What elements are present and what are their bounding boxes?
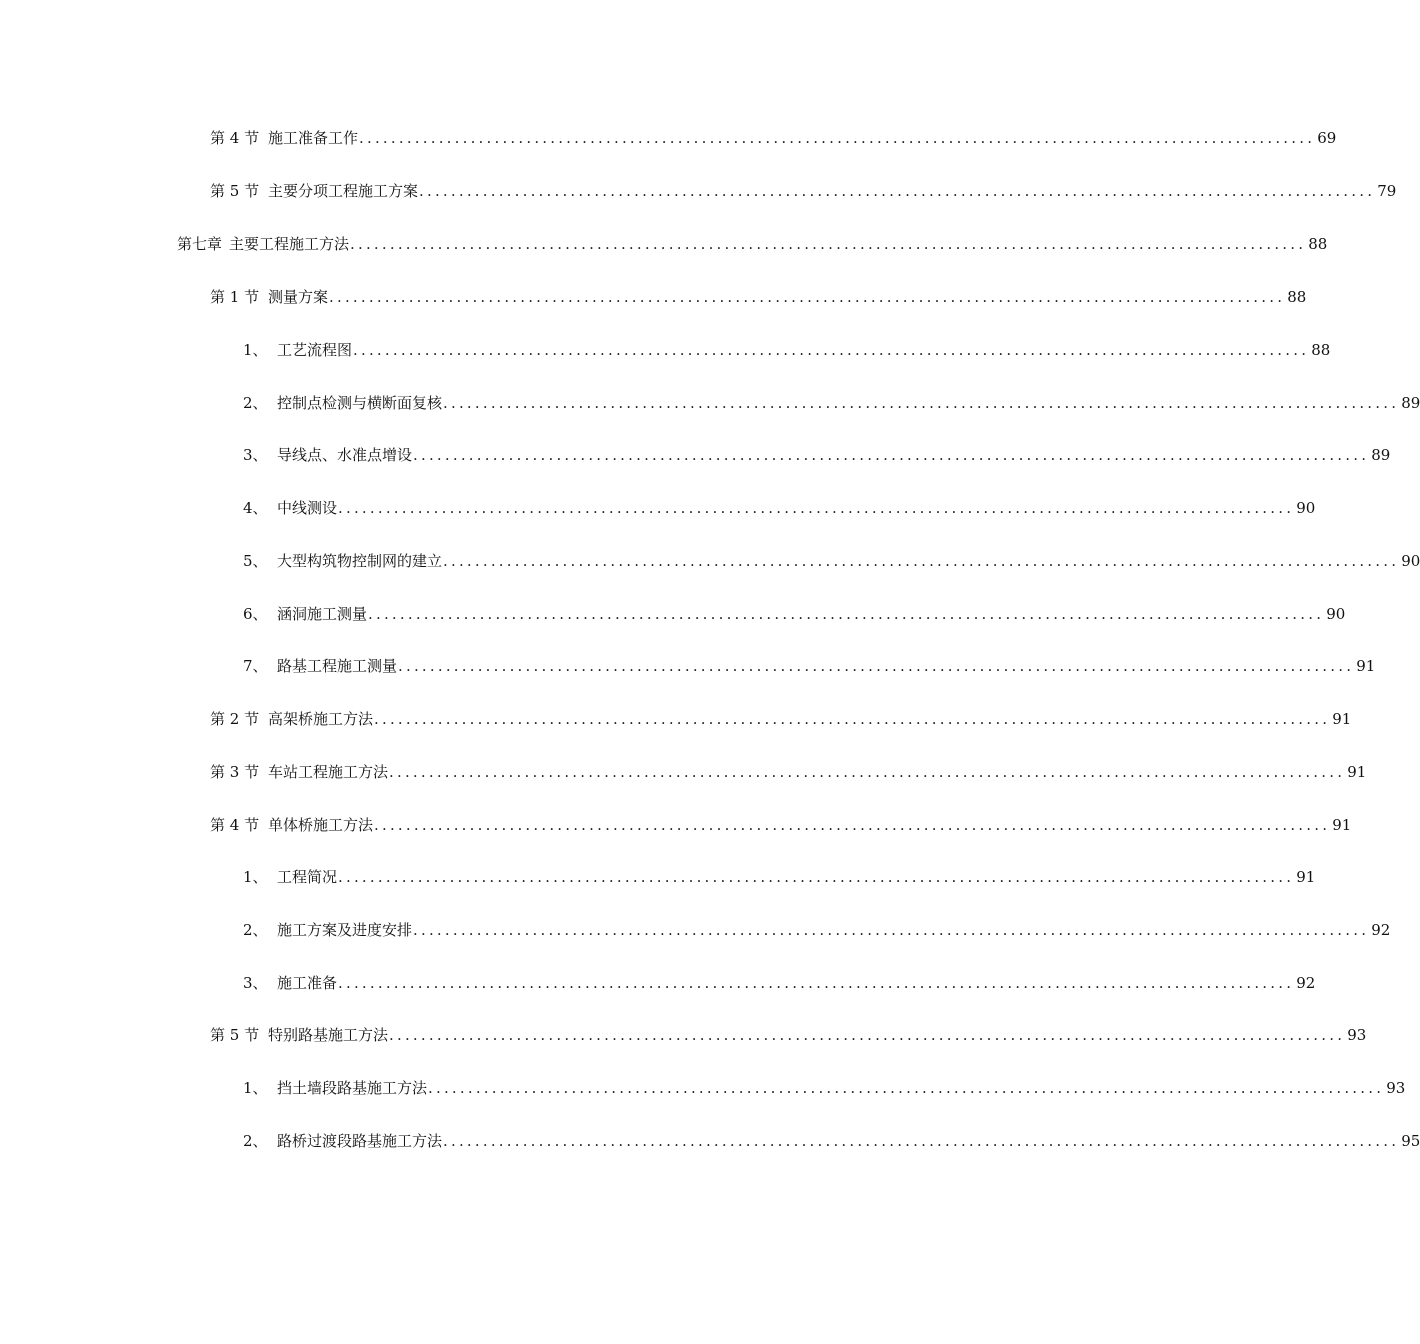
toc-title: 施工准备	[277, 974, 338, 992]
toc-entry[interactable]	[177, 232, 1328, 256]
dot-leader: ........................................................................................................................	[389, 763, 1346, 781]
toc-page-number: 79	[1377, 182, 1397, 200]
toc-title: 车站工程施工方法	[268, 763, 389, 781]
dot-leader: ........................................................................................................................	[428, 1079, 1385, 1097]
toc-entry[interactable]	[210, 707, 1352, 731]
dot-leader: ........................................................................................................................	[338, 868, 1295, 886]
toc-page-number: 90	[1326, 605, 1346, 623]
dot-leader: ........................................................................................................................	[338, 974, 1295, 992]
toc-number: 1、	[243, 1079, 268, 1097]
toc-title: 主要工程施工方法	[229, 235, 350, 253]
dot-leader: ........................................................................................................................	[338, 499, 1295, 517]
toc-number: 第 5 节	[210, 1026, 260, 1044]
toc-page-number: 91	[1296, 868, 1316, 886]
toc-number: 3、	[243, 446, 268, 464]
dot-leader: ........................................................................................................................	[413, 921, 1370, 939]
toc-page-number: 95	[1401, 1132, 1420, 1150]
toc-page-number: 91	[1356, 657, 1376, 675]
toc-page-number: 88	[1308, 235, 1328, 253]
toc-title: 中线测设	[277, 499, 338, 517]
toc-title: 主要分项工程施工方案	[268, 182, 419, 200]
toc-page-number: 92	[1296, 974, 1316, 992]
toc-entry[interactable]	[243, 496, 1316, 520]
toc-number: 第 2 节	[210, 710, 260, 728]
toc-page-number: 91	[1332, 816, 1352, 834]
dot-leader: ........................................................................................................................	[374, 710, 1331, 728]
dot-leader: ........................................................................................................................	[368, 605, 1325, 623]
toc-entry[interactable]	[243, 1076, 1406, 1100]
dot-leader: ........................................................................................................................	[329, 288, 1286, 306]
toc-number: 5、	[243, 552, 268, 570]
toc-title: 挡土墙段路基施工方法	[277, 1079, 428, 1097]
toc-page-number: 90	[1296, 499, 1316, 517]
dot-leader: ........................................................................................................................	[350, 235, 1307, 253]
dot-leader: ........................................................................................................................	[443, 1132, 1400, 1150]
toc-page-number: 88	[1311, 341, 1331, 359]
dot-leader: ........................................................................................................................	[413, 446, 1370, 464]
dot-leader: ........................................................................................................................	[419, 182, 1376, 200]
toc-page-number: 93	[1347, 1026, 1367, 1044]
toc-entry[interactable]	[243, 549, 1420, 573]
toc-entry[interactable]	[243, 918, 1391, 942]
toc-number: 2、	[243, 1132, 268, 1150]
dot-leader: ........................................................................................................................	[398, 657, 1355, 675]
dot-leader: ........................................................................................................................	[359, 129, 1316, 147]
toc-title: 测量方案	[268, 288, 329, 306]
toc-page-number: 91	[1347, 763, 1367, 781]
toc-title: 路基工程施工测量	[277, 657, 398, 675]
toc-title: 施工准备工作	[268, 129, 359, 147]
dot-leader: ........................................................................................................................	[443, 552, 1400, 570]
toc-number: 6、	[243, 605, 268, 623]
toc-page-number: 91	[1332, 710, 1352, 728]
toc-title: 单体桥施工方法	[268, 816, 374, 834]
toc-entry[interactable]	[243, 654, 1376, 678]
toc-number: 第 1 节	[210, 288, 260, 306]
toc-entry[interactable]	[210, 179, 1397, 203]
toc-title: 控制点检测与横断面复核	[277, 394, 443, 412]
toc-title: 大型构筑物控制网的建立	[277, 552, 443, 570]
toc-number: 第 4 节	[210, 816, 260, 834]
toc-number: 第 5 节	[210, 182, 260, 200]
toc-page-number: 88	[1287, 288, 1307, 306]
toc-title: 导线点、水准点增设	[277, 446, 413, 464]
toc-number: 7、	[243, 657, 268, 675]
toc-number: 第七章	[177, 235, 223, 253]
toc-title: 特别路基施工方法	[268, 1026, 389, 1044]
toc-title: 涵洞施工测量	[277, 605, 368, 623]
dot-leader: ........................................................................................................................	[374, 816, 1331, 834]
dot-leader: ........................................................................................................................	[389, 1026, 1346, 1044]
toc-entry[interactable]	[243, 865, 1316, 889]
toc-page-number: 89	[1371, 446, 1391, 464]
dot-leader: ........................................................................................................................	[443, 394, 1400, 412]
dot-leader: ........................................................................................................................	[353, 341, 1310, 359]
toc-title: 工程简况	[277, 868, 338, 886]
toc-entry[interactable]	[243, 971, 1316, 995]
toc-entry[interactable]	[243, 391, 1420, 415]
toc-number: 3、	[243, 974, 268, 992]
toc-entry[interactable]	[210, 813, 1352, 837]
toc-page-number: 92	[1371, 921, 1391, 939]
toc-title: 施工方案及进度安排	[277, 921, 413, 939]
toc-entry[interactable]	[243, 338, 1331, 362]
toc-entry[interactable]	[210, 126, 1337, 150]
toc-page-number: 89	[1401, 394, 1420, 412]
toc-page-number: 93	[1386, 1079, 1406, 1097]
toc-number: 2、	[243, 921, 268, 939]
toc-entry[interactable]	[210, 760, 1367, 784]
toc-number: 4、	[243, 499, 268, 517]
toc-entry[interactable]	[210, 285, 1307, 309]
toc-entry[interactable]	[243, 1129, 1420, 1153]
toc-number: 1、	[243, 868, 268, 886]
toc-entry[interactable]	[210, 1023, 1367, 1047]
toc-page-number: 90	[1401, 552, 1420, 570]
toc-title: 工艺流程图	[277, 341, 353, 359]
toc-number: 第 4 节	[210, 129, 260, 147]
toc-number: 1、	[243, 341, 268, 359]
toc-title: 高架桥施工方法	[268, 710, 374, 728]
toc-page-number: 69	[1317, 129, 1337, 147]
toc-number: 第 3 节	[210, 763, 260, 781]
toc-entry[interactable]	[243, 602, 1346, 626]
toc-entry[interactable]	[243, 443, 1391, 467]
toc-number: 2、	[243, 394, 268, 412]
toc-title: 路桥过渡段路基施工方法	[277, 1132, 443, 1150]
